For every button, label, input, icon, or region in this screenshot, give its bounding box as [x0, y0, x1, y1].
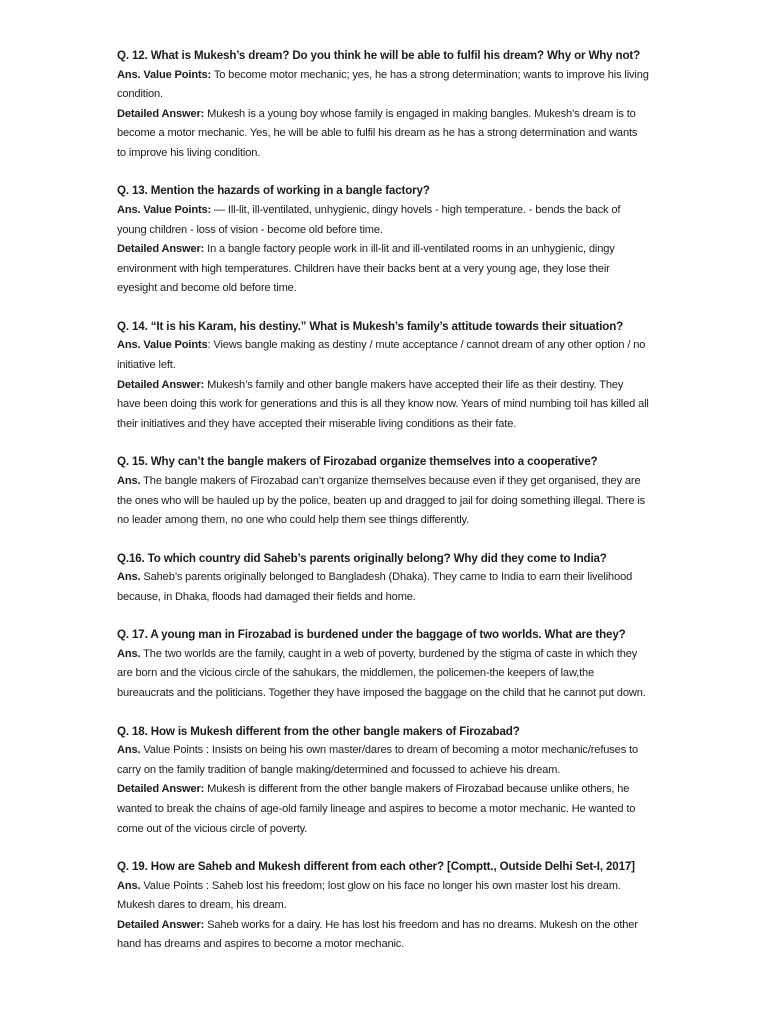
qa-block-q15	[117, 452, 649, 530]
answer-paragraph	[117, 336, 649, 375]
answer-paragraph	[117, 472, 649, 531]
answer-paragraph	[117, 240, 649, 299]
answer-label: Detailed Answer:	[117, 243, 205, 256]
document-page	[117, 46, 649, 973]
answer-text: In a bangle factory people work in ill-lit and ill-ventilated rooms in an unhygienic, dingy environment with high temperatures. Children have their backs bent at a very young age, they lose their eyesight and become old before time.	[117, 243, 615, 295]
answer-paragraph	[117, 201, 649, 240]
answer-paragraph	[117, 645, 649, 704]
question-heading: Q. 14. “It is his Karam, his destiny.” What is Mukesh’s family’s attitude towards their situation?	[117, 319, 624, 333]
answer-label: Ans.	[117, 647, 141, 660]
answer-text: : Views bangle making as destiny / mute acceptance / cannot dream of any other option / no initiative left.	[117, 339, 646, 372]
question-heading: Q. 18. How is Mukesh different from the other bangle makers of Firozabad?	[117, 724, 520, 738]
answer-text: Saheb works for a dairy. He has lost his freedom and has no dreams. Mukesh on the other hand has dreams and aspires to become a motor mechanic.	[117, 918, 638, 951]
qa-block-q18	[117, 722, 649, 839]
answer-label: Detailed Answer:	[117, 378, 205, 391]
question-heading: Q. 15. Why can’t the bangle makers of Firozabad organize themselves into a cooperative?	[117, 455, 598, 469]
qa-block-q17	[117, 625, 649, 703]
question-heading: Q. 13. Mention the hazards of working in a bangle factory?	[117, 184, 430, 198]
question-heading: Q. 17. A young man in Firozabad is burdened under the baggage of two worlds. What are they?	[117, 628, 626, 642]
answer-text: — Ill-lit, ill-ventilated, unhygienic, dingy hovels - high temperature. - bends the back of young children - loss of vision - become old before time.	[117, 203, 621, 236]
qa-block-q13	[117, 181, 649, 298]
answer-label: Ans. Value Points:	[117, 68, 212, 81]
answer-label: Detailed Answer:	[117, 107, 205, 120]
qa-block-q19	[117, 857, 649, 955]
question-heading: Q. 19. How are Saheb and Mukesh different from each other? [Comptt., Outside Delhi Set-I, 2017]	[117, 860, 635, 874]
answer-label: Ans. Value Points:	[117, 203, 212, 216]
answer-text: Saheb’s parents originally belonged to Bangladesh (Dhaka). They came to India to earn their livelihood because, in Dhaka, floods had damaged their fields and home.	[117, 571, 633, 603]
answer-text: Value Points : Insists on being his own master/dares to dream of becoming a motor mechanic/refuses to carry on the family tradition of bangle making/determined and focussed to achieve his dream.	[117, 744, 638, 776]
answer-label: Ans.	[117, 879, 141, 892]
answer-text: Value Points : Saheb lost his freedom; lost glow on his face no longer his own master lost his dream. Mukesh dares to dream, his dream.	[117, 879, 621, 912]
answer-text: Mukesh is different from the other bangle makers of Firozabad because unlike others, he wanted to break the chains of age-old family lineage and aspires to become a motor mechanic. He wanted to come out of the vicious circle of poverty.	[117, 783, 636, 835]
answer-text: Mukesh’s family and other bangle makers have accepted their life as their destiny. They have been doing this work for generations and this is all they know now. Years of mind numbing toil has killed all their initiatives and they have accepted their miserable living conditions as their fate.	[117, 378, 649, 430]
answer-paragraph	[117, 741, 649, 780]
answer-paragraph	[117, 780, 649, 839]
answer-text: The bangle makers of Firozabad can’t organize themselves because even if they get organised, they are the ones who will be hauled up by the police, beaten up and dragged to jail for doing something illegal. There is no leader among them, no one who could help them see things differently.	[117, 474, 646, 527]
answer-label: Detailed Answer:	[117, 918, 205, 931]
answer-paragraph	[117, 877, 649, 916]
qa-block-q12	[117, 46, 649, 163]
answer-label: Detailed Answer:	[117, 783, 205, 796]
answer-text: Mukesh is a young boy whose family is engaged in making bangles. Mukesh’s dream is to become a motor mechanic. Yes, he will be able to fulfil his dream as he has a strong determination and wants to improve his living condition.	[117, 107, 638, 159]
answer-label: Ans. Value Points	[117, 339, 208, 352]
answer-paragraph	[117, 916, 649, 955]
answer-paragraph	[117, 66, 649, 105]
answer-text: To become motor mechanic; yes, he has a strong determination; wants to improve his living condition.	[117, 68, 649, 101]
question-heading: Q. 12. What is Mukesh’s dream? Do you think he will be able to fulfil his dream? Why or Why not?	[117, 49, 641, 62]
qa-block-q16	[117, 549, 649, 608]
answer-text: The two worlds are the family, caught in a web of poverty, burdened by the stigma of caste in which they are born and the vicious circle of the sahukars, the middlemen, the policemen-the keepers of law,the bureaucrats and the politicians. Together they have imposed the baggage on the child that he cannot put down.	[117, 647, 646, 700]
answer-label: Ans.	[117, 571, 141, 584]
answer-label: Ans.	[117, 474, 141, 487]
answer-paragraph	[117, 376, 649, 435]
question-heading: Q.16. To which country did Saheb’s parents originally belong? Why did they come to India?	[117, 551, 607, 565]
qa-block-q14	[117, 317, 649, 434]
answer-paragraph	[117, 568, 649, 607]
answer-paragraph	[117, 105, 649, 164]
answer-label: Ans.	[117, 744, 141, 757]
